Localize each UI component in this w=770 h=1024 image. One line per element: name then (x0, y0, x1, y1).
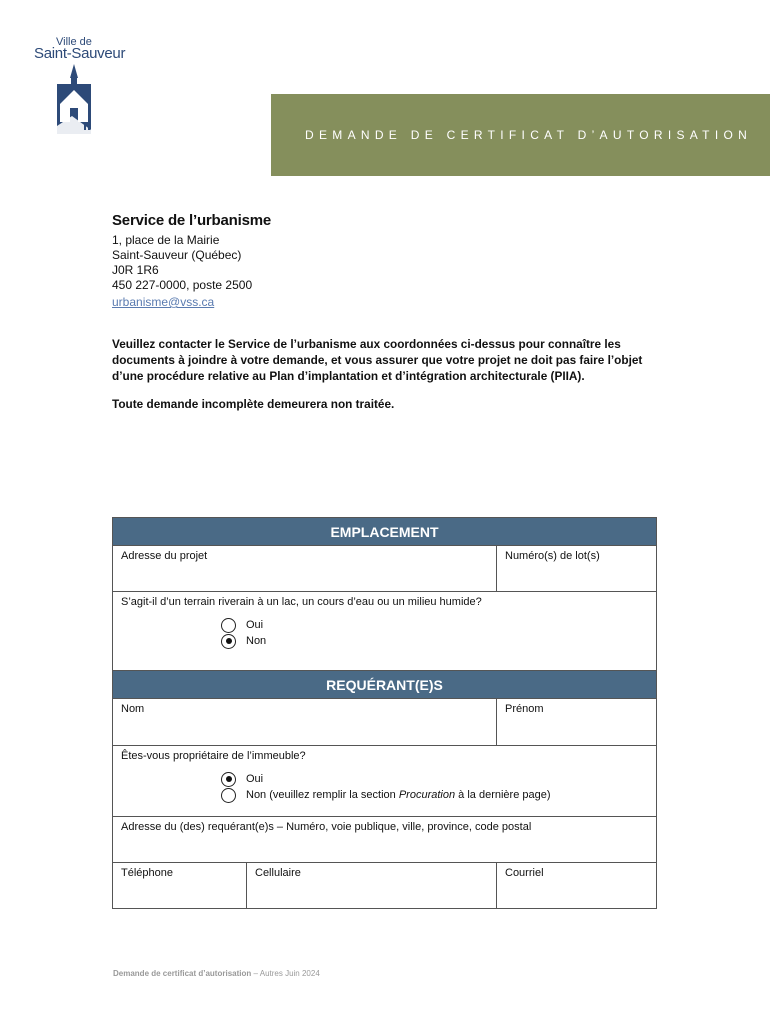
lot-number-field[interactable] (497, 546, 656, 591)
prenom-field[interactable] (497, 699, 656, 745)
notice-paragraph: Veuillez contacter le Service de l’urbanisme aux coordonnées ci-dessus pour connaître les documents à joindre à votre demande, et vous assurer que votre projet ne doit pas faire l’objet d’une procédure relative au Plan d’implantation et d’intégration architecturale (PIIA). (112, 337, 643, 383)
riverain-non-label: Non (246, 635, 267, 647)
service-email-link[interactable]: urbanisme@vss.ca (112, 295, 215, 309)
city-logo (30, 36, 130, 138)
emplacement-row (113, 546, 656, 592)
title-banner (271, 94, 770, 176)
request-form (112, 517, 657, 909)
footer-doc: Demande de certificat d’autorisation (113, 969, 252, 978)
service-contact (112, 212, 271, 311)
footer-date: – Autres Juin 2024 (253, 969, 320, 978)
project-address-field[interactable] (113, 546, 497, 591)
emplacement-header: EMPLACEMENT (113, 518, 656, 546)
church-emblem-icon (54, 64, 94, 136)
nom-label: Nom (121, 703, 145, 715)
contact-row (113, 863, 656, 908)
lot-number-label: Numéro(s) de lot(s) (505, 550, 600, 562)
riverain-question-block (113, 592, 656, 671)
telephone-field[interactable] (113, 863, 247, 908)
cellulaire-label: Cellulaire (255, 867, 301, 879)
proprietaire-non-option[interactable] (221, 787, 648, 803)
proprietaire-question-block (113, 746, 656, 817)
notice-incomplete: Toute demande incomplète demeurera non traitée. (112, 397, 395, 411)
riverain-oui-label: Oui (246, 619, 264, 631)
cellulaire-field[interactable] (247, 863, 497, 908)
service-phone: 450 227-0000, poste 2500 (112, 278, 253, 292)
riverain-non-radio[interactable] (221, 634, 236, 649)
non-text-before: Non (veuillez remplir la section (246, 789, 399, 801)
riverain-non-option[interactable] (221, 633, 648, 649)
page-footer (113, 969, 320, 978)
riverain-oui-option[interactable] (221, 617, 648, 633)
notice (112, 336, 672, 412)
non-text-after: à la dernière page) (455, 789, 551, 801)
courriel-field[interactable] (497, 863, 656, 908)
proprietaire-non-radio[interactable] (221, 788, 236, 803)
requerant-address-label: Adresse du (des) requérant(e)s – Numéro, voie publique, ville, province, code postal (121, 821, 532, 833)
logo-ville: Ville de (56, 36, 92, 48)
proprietaire-question: Êtes-vous propriétaire de l’immeuble? (121, 750, 306, 762)
riverain-oui-radio[interactable] (221, 618, 236, 633)
service-title: Service de l’urbanisme (112, 212, 272, 229)
courriel-label: Courriel (505, 867, 544, 879)
name-row (113, 699, 656, 746)
proprietaire-non-label (246, 789, 551, 801)
service-postal: J0R 1R6 (112, 263, 159, 277)
service-address1: 1, place de la Mairie (112, 233, 220, 247)
riverain-question: S’agit-il d’un terrain riverain à un lac, un cours d’eau ou un milieu humide? (121, 596, 482, 608)
logo-name: Saint-Sauveur (34, 45, 126, 62)
proprietaire-oui-label: Oui (246, 773, 264, 785)
requerant-address-row (113, 817, 656, 863)
requerant-header: REQUÉRANT(E)S (113, 671, 656, 699)
prenom-label: Prénom (505, 703, 544, 715)
nom-field[interactable] (113, 699, 497, 745)
non-text-procuration: Procuration (398, 789, 456, 801)
proprietaire-oui-radio[interactable] (221, 772, 236, 787)
proprietaire-oui-option[interactable] (221, 771, 648, 787)
banner-title: DEMANDE DE CERTIFICAT D’AUTORISATION (305, 128, 753, 142)
project-address-label: Adresse du projet (121, 550, 208, 562)
requerant-address-field[interactable] (113, 817, 656, 862)
service-address2: Saint-Sauveur (Québec) (112, 248, 242, 262)
telephone-label: Téléphone (121, 867, 173, 879)
